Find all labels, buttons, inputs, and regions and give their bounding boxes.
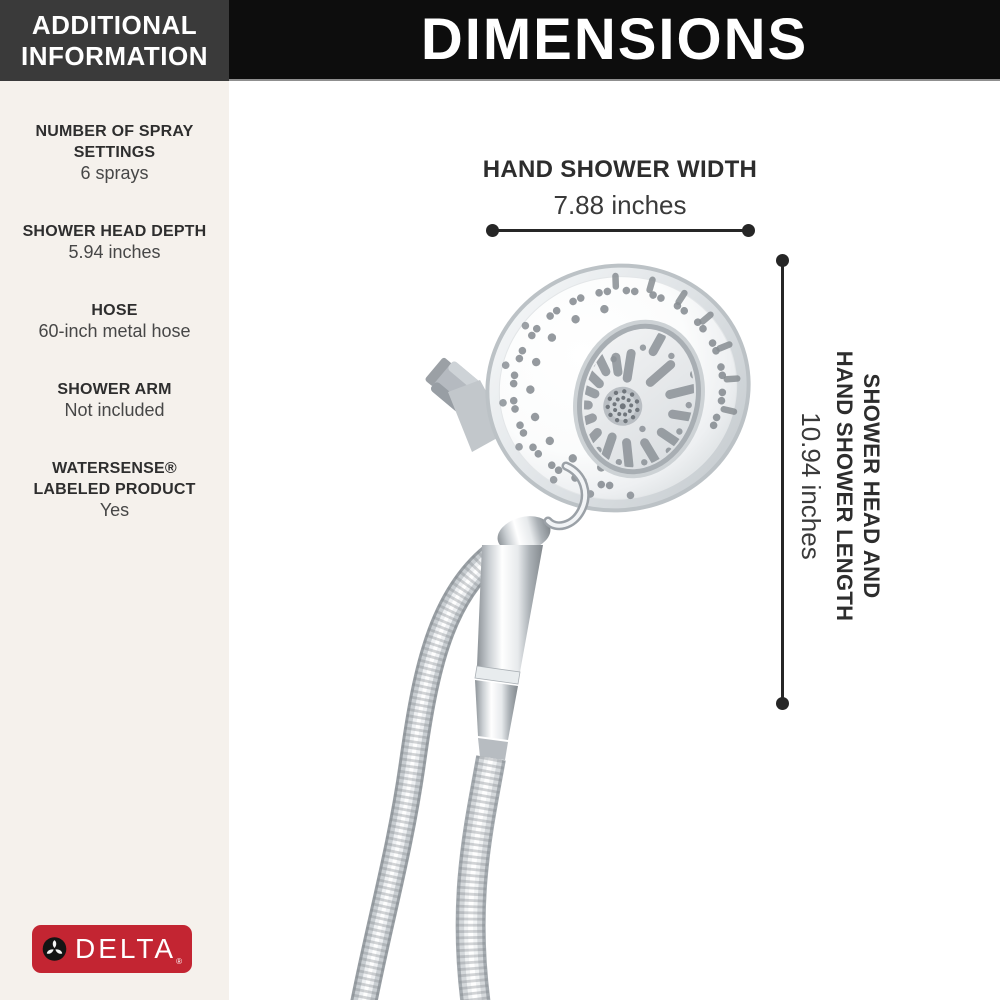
length-value: 10.94 inches bbox=[796, 412, 826, 560]
spec-value: Not included bbox=[64, 400, 165, 420]
spec-value: Yes bbox=[99, 500, 130, 520]
spec-label: WATERSENSE® LABELED PRODUCT bbox=[33, 460, 196, 498]
hose-left-strand bbox=[363, 556, 492, 1000]
spec-item-shower-arm bbox=[0, 379, 229, 421]
hose-right-strand bbox=[471, 758, 491, 1000]
sidebar-header-title: ADDITIONAL INFORMATION bbox=[21, 10, 208, 71]
page-title: DIMENSIONS bbox=[420, 7, 809, 72]
spec-value: 60-inch metal hose bbox=[38, 321, 191, 341]
length-label-line1: SHOWER HEAD AND bbox=[859, 373, 884, 599]
registered-mark: ® bbox=[176, 957, 182, 966]
spec-label: SHOWER ARM bbox=[57, 381, 172, 398]
width-line-right-endpoint bbox=[742, 224, 755, 237]
sidebar bbox=[0, 0, 229, 1000]
width-value: 7.88 inches bbox=[553, 190, 687, 220]
shower-head-disc bbox=[462, 239, 774, 537]
spec-label: HOSE bbox=[91, 302, 138, 319]
holder-clip bbox=[548, 466, 585, 526]
spec-item-head-depth bbox=[0, 221, 229, 263]
width-dimension-line bbox=[492, 229, 748, 232]
spec-value: 5.94 inches bbox=[68, 242, 161, 262]
length-dimension-line bbox=[781, 260, 784, 703]
delta-triangle-icon bbox=[42, 931, 67, 967]
hand-shower-handle bbox=[475, 545, 543, 760]
width-annotation bbox=[470, 156, 770, 221]
hand-shower-face bbox=[541, 302, 727, 494]
main-header bbox=[229, 0, 1000, 81]
spec-list bbox=[0, 81, 229, 521]
delta-logo bbox=[32, 925, 192, 973]
spec-value: 6 sprays bbox=[80, 163, 149, 183]
width-line-left-endpoint bbox=[486, 224, 499, 237]
length-line-top-endpoint bbox=[776, 254, 789, 267]
delta-logo-text: DELTA bbox=[75, 933, 177, 964]
sidebar-header bbox=[0, 0, 229, 81]
length-label-line2: HAND SHOWER LENGTH bbox=[832, 350, 857, 622]
shower-arm-mount bbox=[422, 354, 492, 422]
spec-label: NUMBER OF SPRAY SETTINGS bbox=[35, 123, 194, 161]
width-label: HAND SHOWER WIDTH bbox=[482, 156, 758, 183]
spec-item-watersense bbox=[0, 458, 229, 521]
spec-item-hose bbox=[0, 300, 229, 342]
length-line-bottom-endpoint bbox=[776, 697, 789, 710]
spec-label: SHOWER HEAD DEPTH bbox=[22, 223, 207, 240]
spec-item-spray-settings bbox=[0, 121, 229, 184]
